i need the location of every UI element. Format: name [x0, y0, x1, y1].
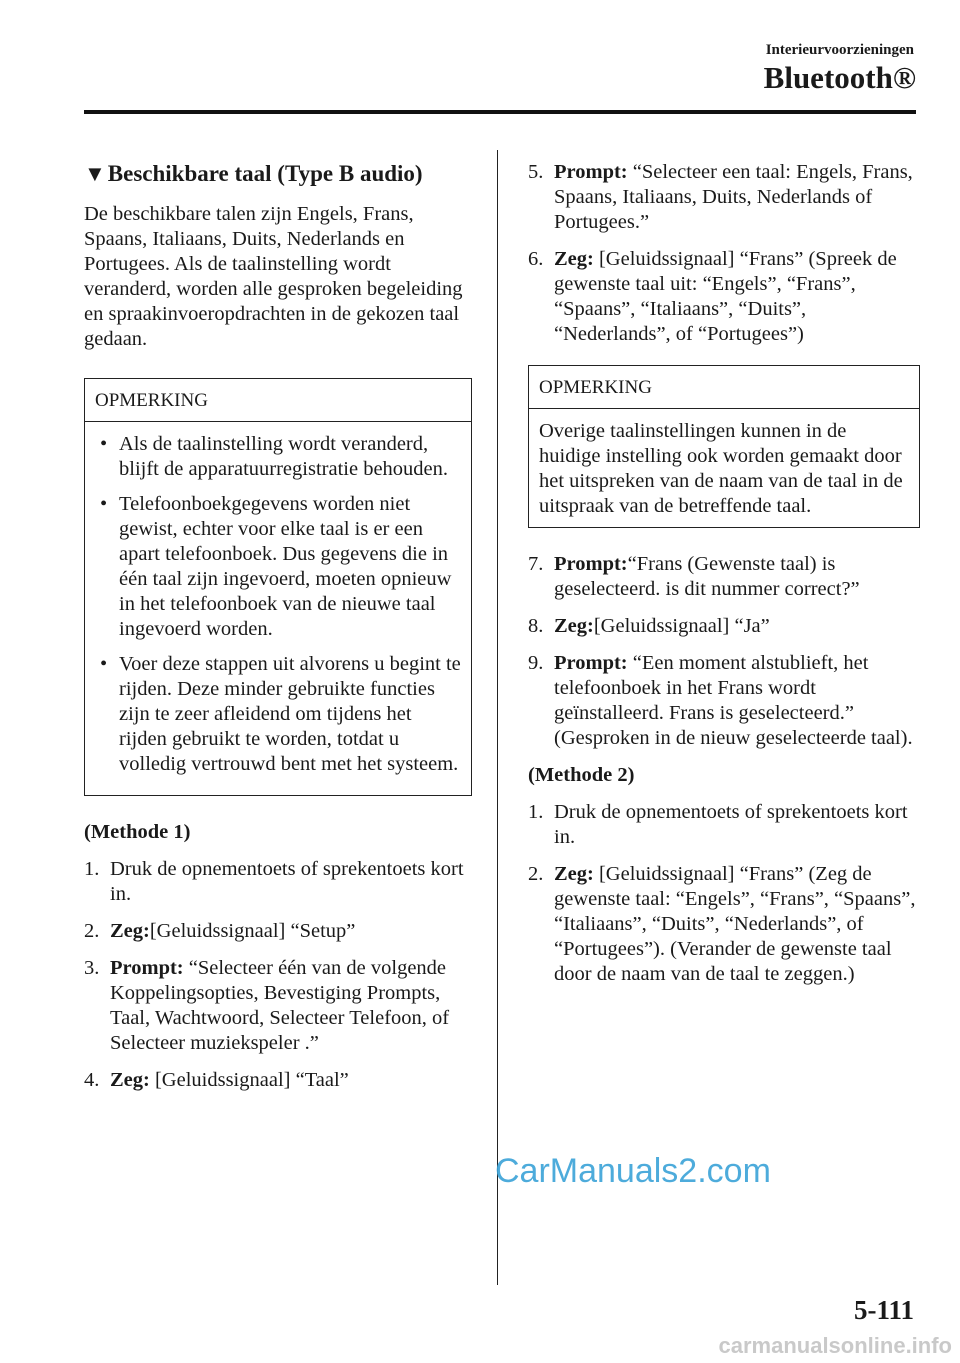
step-label: Zeg: — [110, 1069, 150, 1091]
note-title: OPMERKING — [529, 366, 919, 409]
step-list — [528, 552, 920, 751]
step-label: Prompt: — [554, 161, 628, 183]
step-text: [Geluidssignaal] “Setup” — [149, 920, 356, 942]
note-bullet — [95, 492, 461, 642]
step-number: 6. — [528, 248, 544, 270]
step-number: 2. — [84, 920, 100, 942]
step-item — [528, 862, 920, 987]
step-list — [528, 160, 920, 347]
left-column — [84, 160, 472, 1105]
header-rule — [84, 110, 916, 114]
note-text: Overige taalinstellingen kunnen in de huidige instelling ook worden gemaakt door het uitspreken van de naam van de taal in de uitspraak van de betreffende taal. — [539, 420, 903, 517]
bullet-icon: • — [100, 493, 108, 515]
method-heading: (Methode 2) — [528, 764, 635, 786]
triangle-down-icon: ▼ — [84, 161, 106, 186]
step-text: “Frans (Gewenste taal) is geselecteerd. is dit nummer correct?” — [554, 553, 860, 600]
step-item — [84, 857, 472, 907]
step-text: [Geluidssignaal] “Frans” (Zeg de gewenste taal: “Engels”, “Frans”, “Spaans”, “Italiaans”, “Duits”, “Nederlands”, of “Portugees”). (Verander de gewenste taal door de naam van de taal te zeggen.) — [554, 863, 916, 985]
note-body — [85, 422, 471, 795]
note-bullet-text: Telefoonboekgegevens worden niet gewist, echter voor elke taal is er een apart telefoonboek. Dus gegevens die in één taal zijn ingevoerd, moeten opnieuw in het telefoonboek van de nieuwe taal ingevoerd worden. — [119, 493, 452, 640]
note-bullet-text: Voer deze stappen uit alvorens u begint te rijden. Deze minder gebruikte functies zijn te zeer afleidend om tijdens het rijden gebruikt te worden, totdat u volledig vertrouwd bent met het systeem. — [119, 653, 461, 775]
step-label: Zeg: — [554, 615, 594, 637]
step-item — [84, 919, 472, 944]
step-text: “Selecteer een taal: Engels, Frans, Spaans, Italiaans, Duits, Nederlands of Portugees.” — [554, 161, 913, 233]
step-item — [528, 800, 920, 850]
note-bullet-text: Als de taalinstelling wordt veranderd, blijft de apparatuurregistratie behouden. — [119, 433, 449, 480]
step-item — [528, 651, 920, 751]
section-heading-text: Beschikbare taal (Type B audio) — [107, 161, 423, 186]
step-list — [84, 857, 472, 1093]
step-label: Prompt: — [554, 553, 628, 575]
page-number: 5-111 — [853, 1295, 914, 1325]
note-title: OPMERKING — [85, 379, 471, 422]
step-label: Prompt: — [110, 957, 184, 979]
step-text: Druk de opnementoets of sprekentoets kort in. — [110, 858, 464, 905]
note-bullet — [95, 432, 461, 482]
header-section: Interieurvoorzieningen — [765, 42, 914, 58]
step-label: Zeg: — [554, 248, 594, 270]
step-number: 5. — [528, 161, 544, 183]
step-item — [528, 614, 920, 639]
step-text: [Geluidssignaal] “Taal” — [149, 1069, 349, 1091]
step-item — [528, 552, 920, 602]
step-item — [84, 1068, 472, 1093]
step-list — [528, 800, 920, 987]
header-title: Bluetooth® — [763, 60, 916, 95]
step-number: 4. — [84, 1069, 100, 1091]
step-number: 7. — [528, 553, 544, 575]
step-number: 9. — [528, 652, 544, 674]
step-label: Zeg: — [554, 863, 594, 885]
step-label: Zeg: — [110, 920, 150, 942]
step-item — [84, 956, 472, 1056]
step-label: Prompt: — [554, 652, 628, 674]
note-box — [84, 378, 472, 796]
section-heading — [84, 160, 472, 188]
step-number: 1. — [84, 858, 100, 880]
footer-watermark: carmanualsonline.info — [718, 1333, 952, 1358]
intro-paragraph: De beschikbare talen zijn Engels, Frans, Spaans, Italiaans, Duits, Nederlands en Portugees. Als de taalinstelling wordt veranderd, worden alle gesproken begeleiding en spraakinvoeropdrachten in de gekozen taal gedaan. — [84, 203, 463, 350]
method-heading: (Methode 1) — [84, 821, 191, 843]
watermark-logo: CarManuals2.com — [495, 1152, 771, 1190]
step-number: 1. — [528, 801, 544, 823]
bullet-icon: • — [100, 433, 108, 455]
step-item — [528, 247, 920, 347]
note-bullet — [95, 652, 461, 777]
step-text: Druk de opnementoets of sprekentoets kort in. — [554, 801, 908, 848]
step-text: [Geluidssignaal] “Frans” (Spreek de gewenste taal uit: “Engels”, “Frans”, “Spaans”, “Italiaans”, “Duits”, “Nederlands”, of “Portugees”) — [554, 248, 897, 345]
step-number: 2. — [528, 863, 544, 885]
step-text: “Selecteer één van de volgende Koppelingsopties, Bevestiging Prompts, Taal, Wachtwoord, Selecteer Telefoon, of Selecteer muziekspeler .” — [110, 957, 450, 1054]
step-number: 8. — [528, 615, 544, 637]
note-box — [528, 365, 920, 528]
right-column — [528, 160, 920, 999]
step-number: 3. — [84, 957, 100, 979]
step-item — [528, 160, 920, 235]
column-divider — [497, 150, 498, 1285]
bullet-icon: • — [100, 653, 108, 675]
step-text: [Geluidssignaal] “Ja” — [593, 615, 770, 637]
step-text: “Een moment alstublieft, het telefoonboek in het Frans wordt geïnstalleerd. Frans is geselecteerd.” (Gesproken in de nieuw geselecteerde taal). — [554, 652, 913, 749]
